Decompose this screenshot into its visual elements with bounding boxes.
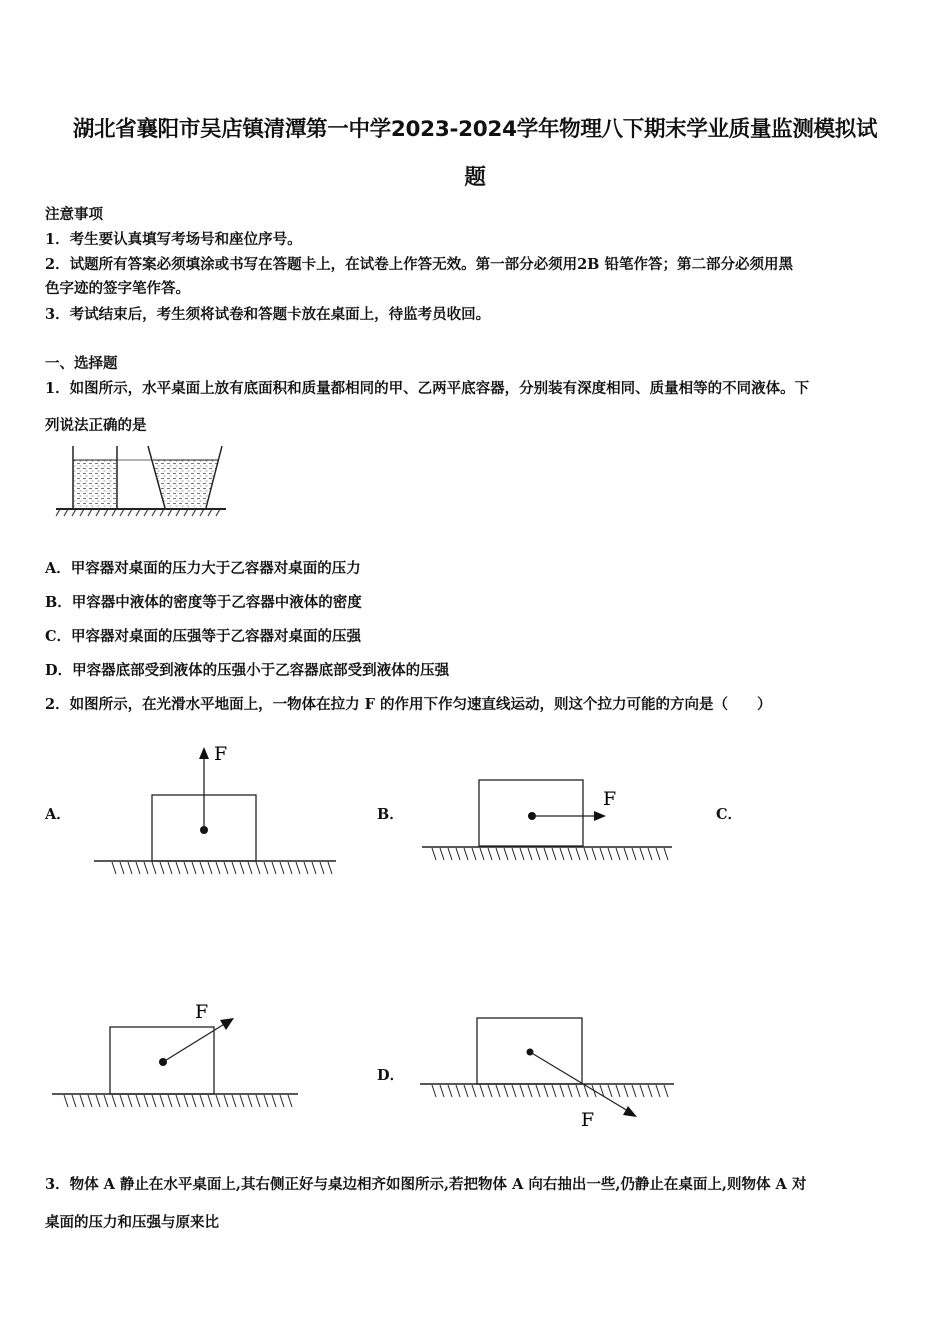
ground-hatching [432, 1085, 668, 1097]
notice-item-1: 1．考生要认真填写考场号和座位序号。 [45, 231, 302, 248]
notice-heading: 注意事项 [45, 206, 103, 223]
q2-figure-c [50, 1000, 310, 1110]
q1-option-d: D．甲容器底部受到液体的压强小于乙容器底部受到液体的压强 [45, 662, 450, 679]
q2-figure-d [418, 1005, 688, 1135]
notice-item-3: 3．考试结束后，考生须将试卷和答题卡放在桌面上，待监考员收回。 [45, 306, 491, 323]
force-arrow-up-right [163, 1023, 226, 1062]
arrowhead-icon [199, 747, 209, 759]
q3-stem-line1: 3．物体 A 静止在水平桌面上,其右侧正好与桌边相齐如图所示,若把物体 A 向右抽出一些,仍静止在桌面上,则物体 A 对 [45, 1176, 807, 1193]
arrowhead-icon [623, 1106, 637, 1117]
exam-title-line2: 题 [464, 165, 486, 190]
q2-option-b-label: B． [377, 806, 404, 823]
ground-hatching [112, 862, 332, 874]
force-arrow-down-right [530, 1052, 628, 1111]
notice-item-2-cont: 色字迹的签字笔作答。 [45, 280, 190, 297]
q3-stem-line2: 桌面的压力和压强与原来比 [45, 1214, 219, 1231]
q1-containers-figure [52, 442, 232, 522]
notice-item-2: 2．试题所有答案必须填涂或书写在答题卡上，在试卷上作答无效。第一部分必须用2B 铅笔作答；第二部分必须用黑 [45, 256, 793, 273]
container-jia [73, 446, 117, 508]
section-heading: 一、选择题 [45, 355, 118, 372]
force-label: F [603, 788, 617, 810]
force-label: F [581, 1109, 595, 1131]
ground-hatching [64, 1095, 292, 1107]
q1-stem-line1: 1．如图所示，水平桌面上放有底面积和质量都相同的甲、乙两平底容器，分别装有深度相同、质量相等的不同液体。下 [45, 380, 810, 397]
q2-figure-a [90, 735, 340, 875]
force-label: F [195, 1001, 209, 1023]
ground-hatching [432, 848, 668, 860]
arrowhead-icon [594, 811, 606, 821]
force-label: F [214, 743, 228, 765]
q1-option-b: B．甲容器中液体的密度等于乙容器中液体的密度 [45, 594, 362, 611]
container-yi [148, 446, 222, 508]
exam-title-line1: 湖北省襄阳市吴店镇清潭第一中学2023-2024学年物理八下期末学业质量监测模拟试 [72, 117, 878, 142]
q2-option-c-label: C． [716, 806, 743, 823]
q2-stem: 2．如图所示，在光滑水平地面上，一物体在拉力 F 的作用下作匀速直线运动，则这个拉力可能的方向是（ ） [45, 696, 772, 713]
q2-option-a-label: A． [45, 806, 71, 823]
q1-option-c: C．甲容器对桌面的压强等于乙容器对桌面的压强 [45, 628, 362, 645]
q2-option-d-label: D． [377, 1067, 405, 1084]
q2-figure-b [418, 770, 678, 870]
arrowhead-icon [220, 1018, 234, 1030]
q1-option-a: A．甲容器对桌面的压力大于乙容器对桌面的压力 [45, 560, 361, 577]
q1-stem-line2: 列说法正确的是 [45, 417, 147, 434]
